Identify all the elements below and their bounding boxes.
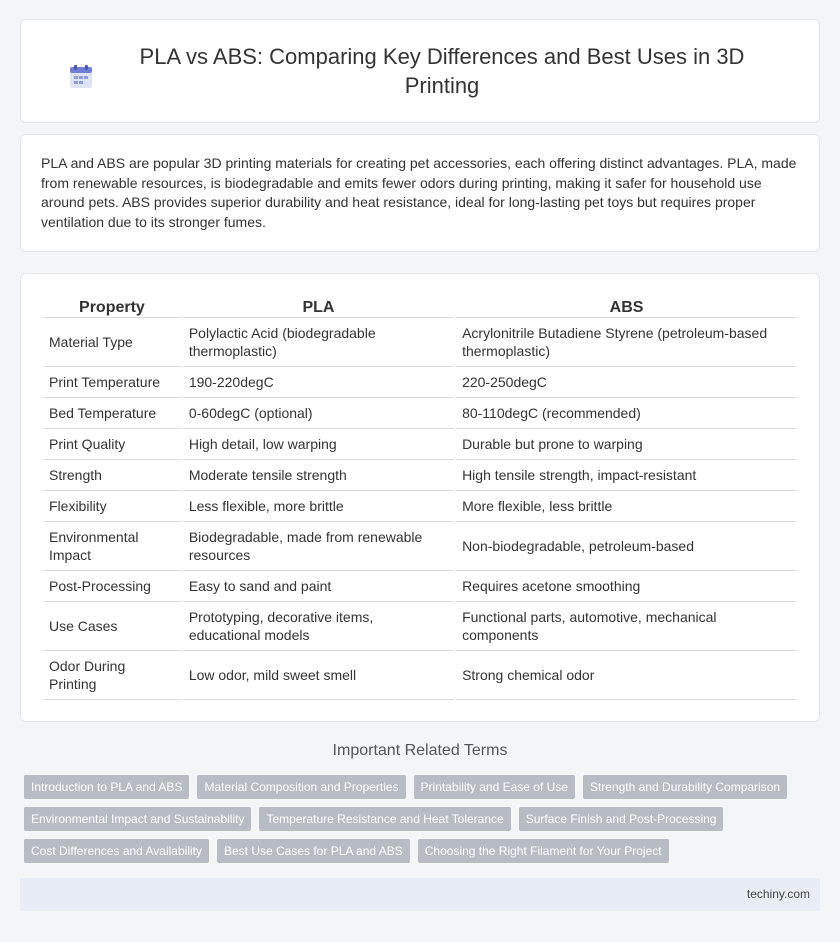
related-term-tag[interactable]: Cost Differences and Availability bbox=[24, 839, 209, 863]
cell-abs: Requires acetone smoothing bbox=[456, 571, 797, 602]
cell-abs: More flexible, less brittle bbox=[456, 491, 797, 522]
related-term-tag[interactable]: Best Use Cases for PLA and ABS bbox=[217, 839, 410, 863]
cell-pla: 0-60degC (optional) bbox=[183, 398, 454, 429]
related-term-tag[interactable]: Introduction to PLA and ABS bbox=[24, 775, 189, 799]
cell-pla: Biodegradable, made from renewable resources bbox=[183, 522, 454, 571]
footer bbox=[20, 878, 820, 911]
related-term-tag[interactable]: Temperature Resistance and Heat Tolerance bbox=[259, 807, 510, 831]
cell-property: Use Cases bbox=[43, 602, 181, 651]
table-row bbox=[43, 571, 797, 602]
header-property: Property bbox=[43, 294, 181, 318]
related-term-tag[interactable]: Printability and Ease of Use bbox=[414, 775, 575, 799]
cell-property: Print Temperature bbox=[43, 367, 181, 398]
table-row bbox=[43, 398, 797, 429]
cell-abs: Strong chemical odor bbox=[456, 651, 797, 700]
related-term-tag[interactable]: Surface Finish and Post-Processing bbox=[519, 807, 724, 831]
cell-pla: Easy to sand and paint bbox=[183, 571, 454, 602]
cell-abs: Non-biodegradable, petroleum-based bbox=[456, 522, 797, 571]
cell-abs: 80-110degC (recommended) bbox=[456, 398, 797, 429]
table-header-row bbox=[43, 294, 797, 318]
intro-card bbox=[20, 134, 820, 252]
cell-abs: Durable but prone to warping bbox=[456, 429, 797, 460]
cell-pla: Moderate tensile strength bbox=[183, 460, 454, 491]
cell-pla: Prototyping, decorative items, educational models bbox=[183, 602, 454, 651]
cell-abs: Functional parts, automotive, mechanical components bbox=[456, 602, 797, 651]
related-term-tag[interactable]: Material Composition and Properties bbox=[197, 775, 405, 799]
header-abs: ABS bbox=[456, 294, 797, 318]
cell-property: Material Type bbox=[43, 318, 181, 367]
cell-pla: Low odor, mild sweet smell bbox=[183, 651, 454, 700]
cell-pla: High detail, low warping bbox=[183, 429, 454, 460]
table-row bbox=[43, 651, 797, 700]
table-row bbox=[43, 367, 797, 398]
related-terms-list bbox=[24, 775, 816, 871]
cell-abs: 220-250degC bbox=[456, 367, 797, 398]
cell-pla: Polylactic Acid (biodegradable thermoplastic) bbox=[183, 318, 454, 367]
table-row bbox=[43, 460, 797, 491]
table-row bbox=[43, 602, 797, 651]
related-term-tag[interactable]: Strength and Durability Comparison bbox=[583, 775, 787, 799]
cell-abs: High tensile strength, impact-resistant bbox=[456, 460, 797, 491]
cell-property: Post-Processing bbox=[43, 571, 181, 602]
footer-site-link[interactable]: techiny.com bbox=[746, 887, 810, 901]
comparison-table bbox=[41, 294, 799, 700]
header-pla: PLA bbox=[183, 294, 454, 318]
page-title: PLA vs ABS: Comparing Key Differences and Best Uses in 3D Printing bbox=[139, 44, 745, 98]
related-term-tag[interactable]: Choosing the Right Filament for Your Project bbox=[418, 839, 669, 863]
table-row bbox=[43, 491, 797, 522]
cell-pla: Less flexible, more brittle bbox=[183, 491, 454, 522]
cell-property: Bed Temperature bbox=[43, 398, 181, 429]
comparison-table-card bbox=[20, 273, 820, 722]
cell-abs: Acrylonitrile Butadiene Styrene (petroleum-based thermoplastic) bbox=[456, 318, 797, 367]
calendar-icon bbox=[68, 64, 94, 90]
cell-pla: 190-220degC bbox=[183, 367, 454, 398]
table-row bbox=[43, 522, 797, 571]
header-card bbox=[20, 19, 820, 123]
table-row bbox=[43, 318, 797, 367]
cell-property: Environmental Impact bbox=[43, 522, 181, 571]
intro-text: PLA and ABS are popular 3D printing materials for creating pet accessories, each offering distinct advantages. PLA, made from renewable resources, is biodegradable and emits fewer odors during printing, making it safer for household use around pets. ABS provides superior durability and heat resistance, ideal for long-lasting pet toys but requires proper ventilation due to its stronger fumes. bbox=[41, 155, 797, 230]
cell-property: Odor During Printing bbox=[43, 651, 181, 700]
cell-property: Flexibility bbox=[43, 491, 181, 522]
related-terms-title: Important Related Terms bbox=[332, 742, 508, 759]
related-term-tag[interactable]: Environmental Impact and Sustainability bbox=[24, 807, 251, 831]
cell-property: Print Quality bbox=[43, 429, 181, 460]
table-row bbox=[43, 429, 797, 460]
cell-property: Strength bbox=[43, 460, 181, 491]
